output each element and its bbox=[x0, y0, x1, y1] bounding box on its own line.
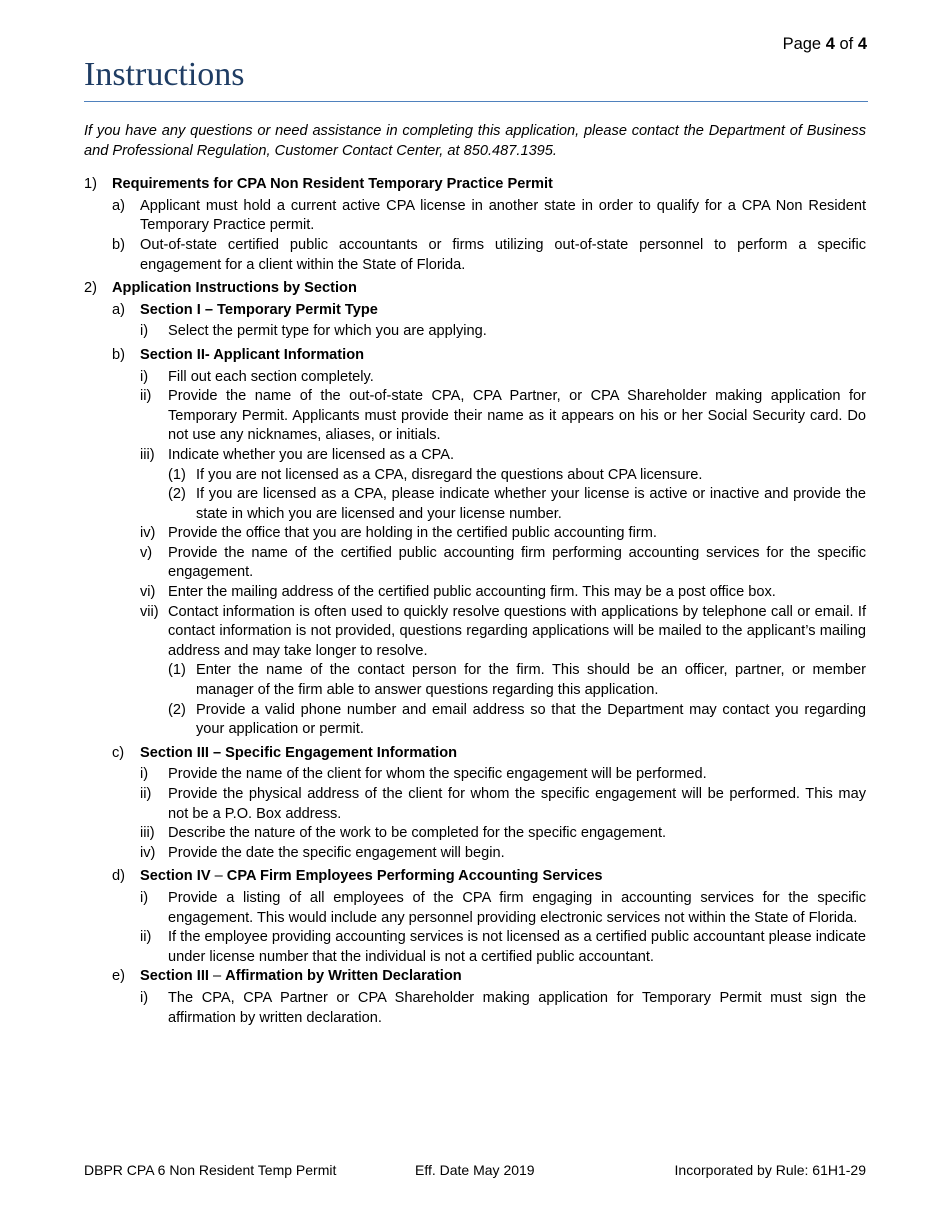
list-item: ii) Provide the physical address of the client for whom the specific engagement will be performed. This may not be a P.O. Box address. bbox=[140, 786, 866, 822]
title-divider bbox=[84, 101, 868, 102]
page-title: Instructions bbox=[84, 56, 245, 93]
subsection-heading: c) Section III – Specific Engagement Information bbox=[112, 744, 458, 761]
section-1-heading: 1) Requirements for CPA Non Resident Temporary Practice Permit bbox=[84, 176, 553, 193]
list-item: (1) If you are not licensed as a CPA, disregard the questions about CPA licensure. bbox=[168, 466, 703, 483]
list-item: iii) Describe the nature of the work to be completed for the specific engagement. bbox=[140, 825, 667, 842]
list-item: i) Select the permit type for which you are applying. bbox=[140, 323, 487, 340]
list-item: v) Provide the name of the certified public accounting firm performing accounting services for the specific engagement. bbox=[140, 544, 866, 581]
instructions-body bbox=[84, 122, 866, 1028]
list-item: a) Applicant must hold a current active CPA license in another state in order to qualify for a CPA Non Resident Temporary Practice permit. bbox=[112, 197, 866, 234]
list-item: i) Provide the name of the client for whom the specific engagement will be performed. bbox=[140, 766, 707, 783]
list-item: ii) If the employee providing accounting services is not licensed as a certified public accountant please indicate under license number that the individual is not a certified public accountant. bbox=[140, 929, 866, 965]
footer-rule: Incorporated by Rule: 61H1-29 bbox=[674, 1162, 866, 1178]
list-item: ii) Provide the name of the out-of-state CPA, CPA Partner, or CPA Shareholder making application for Temporary Permit. Applicants must provide their name as it appears on his or her Social Security card. Do not use any nicknames, aliases, or initials. bbox=[140, 388, 866, 444]
subsection-heading: b) Section II- Applicant Information bbox=[112, 346, 365, 363]
intro-paragraph: If you have any questions or need assistance in completing this application, please contact the Department of Business and Professional Regulation, Customer Contact Center, at 850.487.1395. bbox=[84, 123, 866, 159]
list-item: (2) If you are licensed as a CPA, please indicate whether your license is active or inactive and provide the state in which you are licensed and your license number. bbox=[168, 486, 866, 522]
footer-form-id: DBPR CPA 6 Non Resident Temp Permit bbox=[84, 1162, 337, 1178]
list-item: iv) Provide the office that you are holding in the certified public accounting firm. bbox=[140, 525, 657, 542]
section-2-heading: 2) Application Instructions by Section bbox=[84, 280, 357, 297]
subsection-heading: a) Section I – Temporary Permit Type bbox=[112, 301, 378, 318]
list-item: vii) Contact information is often used to quickly resolve questions with applications by telephone call or email. If contact information is not provided, questions regarding applications will be mailed to the applicant’s mailing address and may take longer to resolve. bbox=[140, 603, 866, 659]
list-item: vi) Enter the mailing address of the certified public accounting firm. This may be a post office box. bbox=[140, 584, 776, 601]
list-item: b) Out-of-state certified public accountants or firms utilizing out-of-state personnel to perform a specific engagement for a client within the State of Florida. bbox=[112, 236, 866, 273]
subsection-heading: e) Section III – Affirmation by Written Declaration bbox=[112, 968, 462, 985]
subsection-heading: d) Section IV – CPA Firm Employees Performing Accounting Services bbox=[112, 868, 603, 885]
footer-effective-date: Eff. Date May 2019 bbox=[415, 1162, 535, 1178]
page-number: Page 4 of 4 bbox=[782, 35, 867, 53]
list-item: i) Provide a listing of all employees of the CPA firm engaging in accounting services for the specific engagement. This would include any personnel providing electronic services not within the State of Florida. bbox=[140, 889, 866, 926]
list-item: iii) Indicate whether you are licensed as a CPA. bbox=[140, 446, 455, 463]
list-item: iv) Provide the date the specific engagement will begin. bbox=[140, 844, 505, 861]
list-item: (2) Provide a valid phone number and email address so that the Department may contact you regarding your application or permit. bbox=[168, 701, 866, 738]
list-item: i) The CPA, CPA Partner or CPA Shareholder making application for Temporary Permit must sign the affirmation by written declaration. bbox=[140, 989, 866, 1026]
page-footer bbox=[84, 1162, 866, 1178]
list-item: i) Fill out each section completely. bbox=[140, 368, 374, 385]
list-item: (1) Enter the name of the contact person for the firm. This should be an officer, partner, or member manager of the firm able to answer questions regarding this application. bbox=[168, 662, 866, 699]
